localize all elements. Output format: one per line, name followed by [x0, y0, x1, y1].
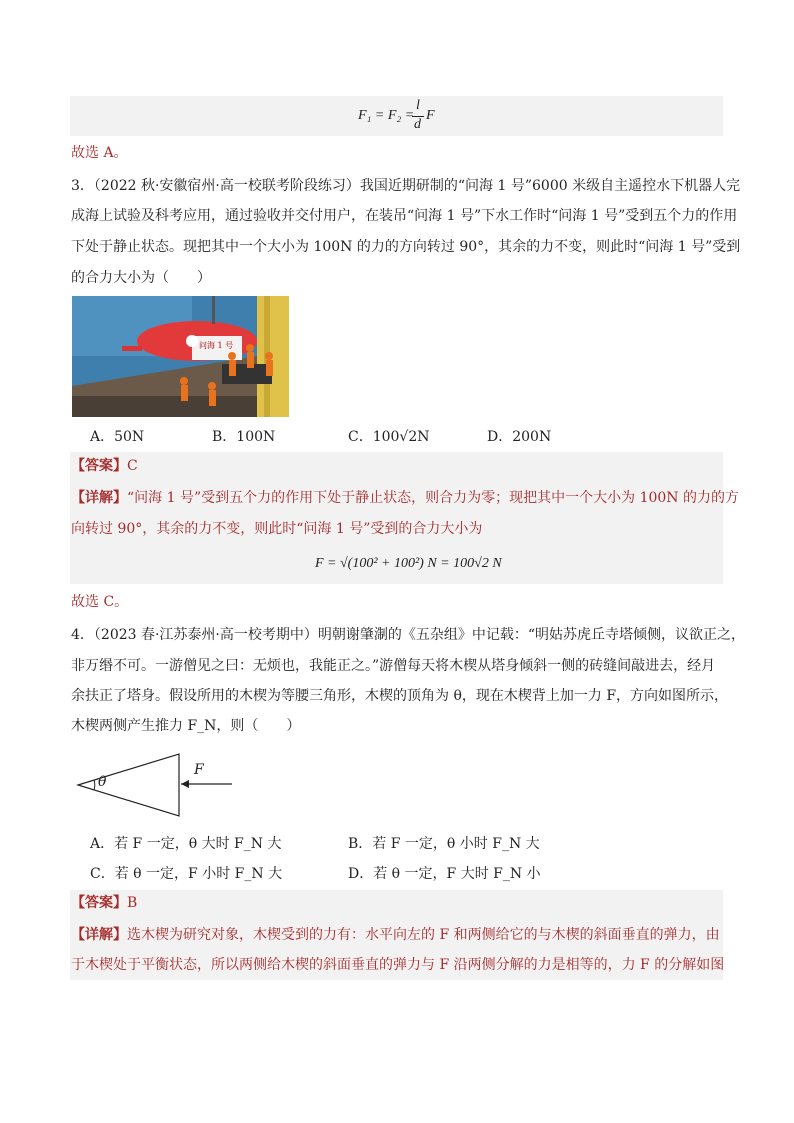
- q3-line-2: 成海上试验及科考应用，通过验收并交付用户，在装吊“问海 1 号”下水工作时“问海 1 号”受到五个力的作用: [71, 208, 738, 224]
- q3-option-b: B．100N: [212, 429, 276, 445]
- q3-detail-1: [71, 488, 739, 508]
- q4-line-4: 木楔两侧产生推力 F_N，则（ ）: [71, 718, 301, 734]
- q4-answer: [71, 893, 137, 913]
- answer-value: B: [127, 895, 138, 911]
- detail-text: 选木楔为研究对象，木楔受到的力有：水平向左的 F 和两侧给它的与木楔的斜面垂直的弹力，由: [127, 927, 720, 943]
- formula-1-rhs: F: [426, 108, 435, 123]
- submarine-photo: [72, 296, 289, 417]
- answer-tag: 【答案】: [71, 458, 127, 474]
- wedge-diagram: [76, 752, 236, 818]
- q3-option-d: D．200N: [487, 429, 552, 445]
- q4-option-c: C．若 θ 一定，F 小时 F_N 大: [90, 866, 283, 882]
- formula-1-lhs: F₁ = F₂ =: [358, 108, 415, 123]
- q4-line-2: 非万缗不可。一游僧见之曰：无烦也，我能正之。”游僧每天将木楔从塔身倾斜一侧的砖缝间敲进去，经月: [71, 658, 716, 674]
- q3-line-4: 的合力大小为（ ）: [71, 270, 211, 286]
- q3-formula: F = √(100² + 100²) N = 100√2 N: [315, 556, 502, 571]
- submarine-name: 问海 1 号: [199, 341, 234, 350]
- detail-text: “问海 1 号”受到五个力的作用下处于静止状态，则合力为零；现把其中一个大小为 100N 的力的方: [127, 490, 739, 506]
- q3-line-3: 下处于静止状态。现把其中一个大小为 100N 的力的方向转过 90°，其余的力不变，则此时“问海 1 号”受到: [71, 239, 741, 255]
- force-label: F: [194, 762, 204, 778]
- formula-1: [358, 100, 448, 134]
- q3-option-c: C．100√2N: [348, 429, 430, 445]
- q4-option-a: A．若 F 一定，θ 大时 F_N 大: [90, 836, 282, 852]
- formula-1-denominator: d: [414, 117, 421, 132]
- q3-conclusion: 故选 C。: [71, 594, 129, 610]
- q4-option-d: D．若 θ 一定，F 大时 F_N 小: [348, 866, 541, 882]
- q3-line-1: 3．（2022 秋·安徽宿州·高一校联考阶段练习）我国近期研制的“问海 1 号”6000 米级自主遥控水下机器人完: [71, 178, 741, 194]
- q3-answer: [71, 456, 138, 476]
- theta-label: θ: [98, 774, 107, 790]
- detail-tag: 【详解】: [71, 927, 127, 943]
- q4-option-b: B．若 F 一定，θ 小时 F_N 大: [348, 836, 540, 852]
- q2-conclusion: 故选 A。: [71, 145, 128, 161]
- q4-line-3: 余扶正了塔身。假设所用的木楔为等腰三角形，木楔的顶角为 θ，现在木楔背上加一力 F，方向如图所示，: [71, 688, 729, 704]
- q4-line-1: 4．（2023 春·江苏泰州·高一校考期中）明朝谢肇淛的《五杂组》中记载：“明姑苏虎丘寺塔倾侧，议欲正之，: [71, 627, 746, 643]
- q3-option-a: A．50N: [90, 429, 145, 445]
- answer-tag: 【答案】: [71, 895, 127, 911]
- answer-value: C: [127, 458, 138, 474]
- detail-tag: 【详解】: [71, 490, 127, 506]
- q4-detail-1: [71, 925, 720, 945]
- formula-1-numerator: l: [416, 98, 420, 113]
- q4-detail-2: 于木楔处于平衡状态，所以两侧给木楔的斜面垂直的弹力与 F 沿两侧分解的力是相等的，力 F 的分解如图: [71, 957, 725, 973]
- q3-detail-2: 向转过 90°，其余的力不变，则此时“问海 1 号”受到的合力大小为: [71, 521, 483, 537]
